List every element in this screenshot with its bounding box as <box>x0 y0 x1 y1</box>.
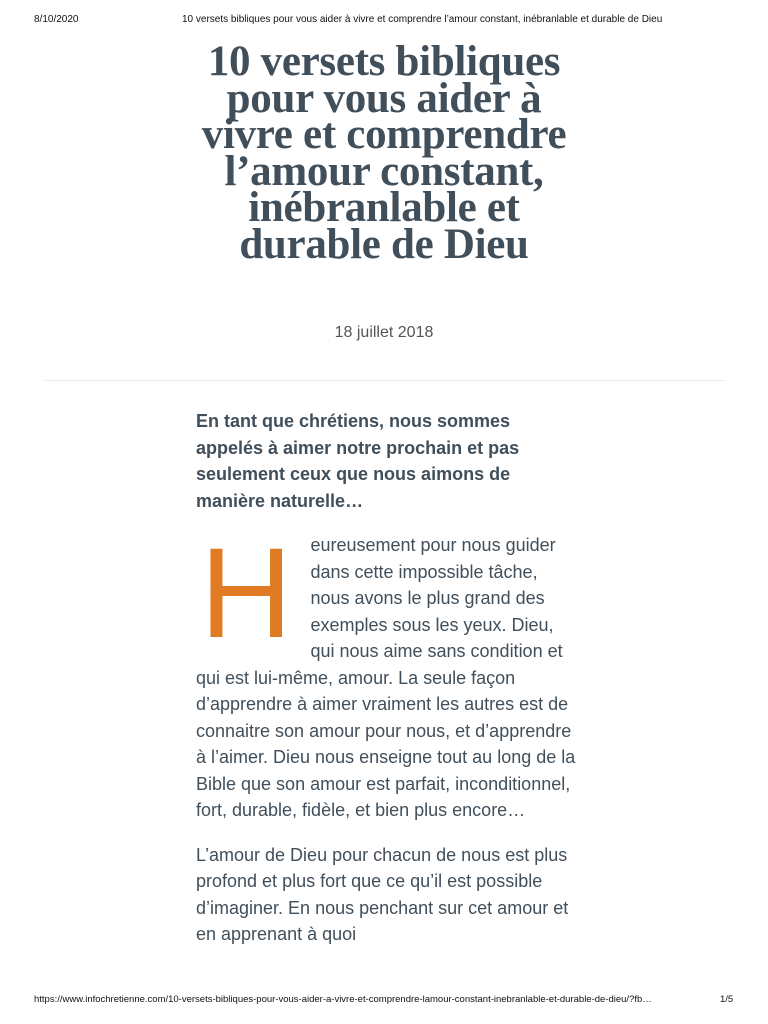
print-footer <box>0 994 768 1010</box>
print-document-title: 10 versets bibliques pour vous aider à vivre et comprendre l’amour constant, inébranlable et durable de Dieu <box>182 14 663 25</box>
article-paragraph-1-text: eureusement pour nous guider dans cette impossible tâche, nous avons le plus grand des exemples sous les yeux. Dieu, qui nous aime sans condition et qui est lui-même, amour. La seule façon d’apprendre à aimer vraiment les autres est de connaitre son amour pour nous, et d’apprendre à l’aimer. Dieu nous enseigne tout au long de la Bible que son amour est parfait, inconditionnel, fort, durable, fidèle, et bien plus encore… <box>196 535 576 820</box>
article-title: 10 versets bibliques pour vous aider à vivre et comprendre l’amour constant, inébranlable et durable de Dieu <box>201 38 567 268</box>
print-date: 8/10/2020 <box>34 14 79 25</box>
page-url-link[interactable]: https://www.infochretienne.com/10-versets-bibliques-pour-vous-aider-a-vivre-et-comprendre-lamour-constant-inebranlable-et-durable-de-dieu/?fb… <box>34 994 652 1005</box>
page-number: 1/5 <box>720 994 734 1005</box>
article-paragraph-1 <box>196 522 576 824</box>
article-lead: En tant que chrétiens, nous sommes appelés à aimer notre prochain et pas seulement ceux que nous aimons de manière naturelle… <box>196 411 520 511</box>
article-body <box>196 408 576 948</box>
article-paragraph-2: L’amour de Dieu pour chacun de nous est plus profond et plus fort que ce qu’il est possible d’imaginer. En nous penchant sur cet amour et en apprenant à quoi <box>196 844 569 944</box>
divider <box>45 380 725 381</box>
print-header <box>0 14 768 30</box>
drop-cap: H <box>200 522 293 665</box>
article-date: 18 juillet 2018 <box>334 324 434 341</box>
